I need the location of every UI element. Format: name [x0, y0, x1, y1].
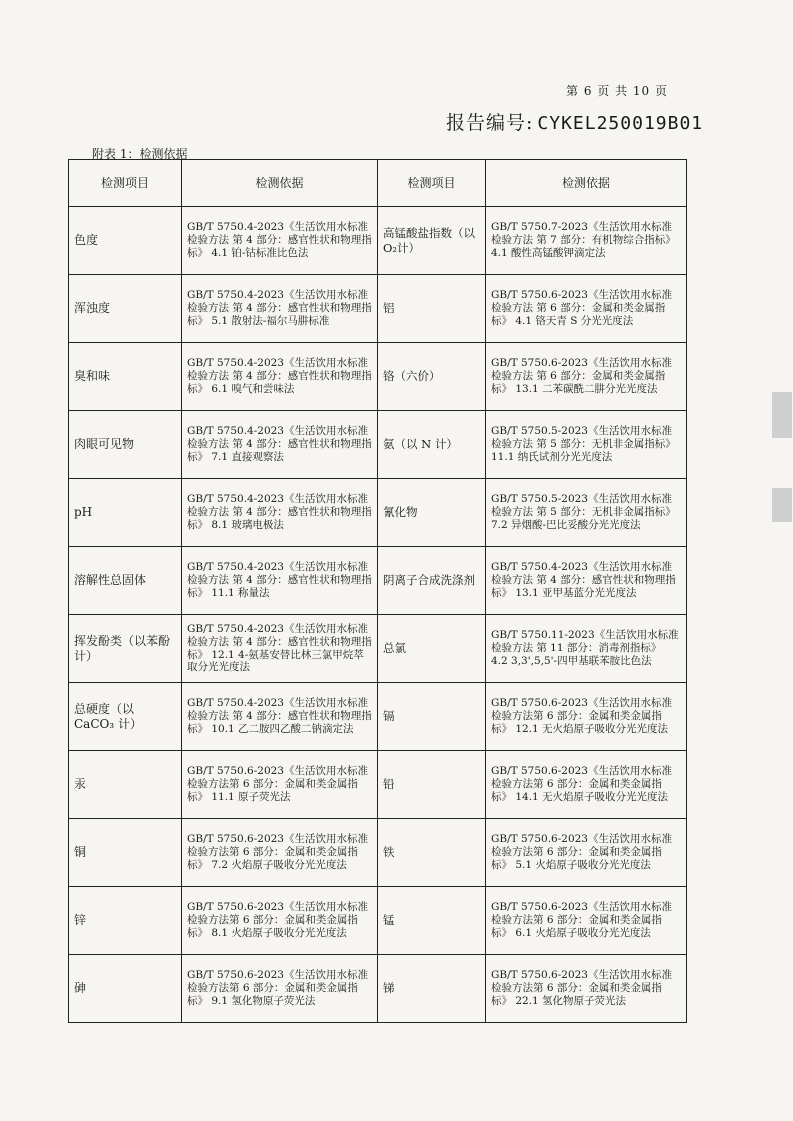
test-item-cell: 氰化物: [378, 479, 486, 547]
page-number: 第 6 页 共 10 页: [566, 84, 668, 98]
scan-edge-mark: [772, 488, 792, 522]
test-item-cell: 浑浊度: [69, 275, 182, 343]
test-basis-cell: GB/T 5750.4-2023《生活饮用水标准检验方法 第 4 部分：感官性状和物理指标》 8.1 玻璃电极法: [182, 479, 378, 547]
test-basis-cell: GB/T 5750.4-2023《生活饮用水标准检验方法 第 4 部分：感官性状和物理指标》 10.1 乙二胺四乙酸二钠滴定法: [182, 683, 378, 751]
test-basis-cell: GB/T 5750.6-2023《生活饮用水标准检验方法第 6 部分：金属和类金属指标》 12.1 无火焰原子吸收分光光度法: [486, 683, 687, 751]
test-basis-cell: GB/T 5750.4-2023《生活饮用水标准检验方法 第 4 部分：感官性状和物理指标》 13.1 亚甲基蓝分光光度法: [486, 547, 687, 615]
test-item-cell: 阴离子合成洗涤剂: [378, 547, 486, 615]
test-basis-cell: GB/T 5750.4-2023《生活饮用水标准检验方法 第 4 部分：感官性状和物理指标》 11.1 称量法: [182, 547, 378, 615]
column-header: 检测项目: [378, 160, 486, 207]
test-item-cell: 铅: [378, 751, 486, 819]
test-item-cell: 铁: [378, 819, 486, 887]
test-basis-cell: GB/T 5750.6-2023《生活饮用水标准检验方法第 6 部分：金属和类金属指标》 5.1 火焰原子吸收分光光度法: [486, 819, 687, 887]
test-item-cell: pH: [69, 479, 182, 547]
column-header: 检测依据: [486, 160, 687, 207]
report-number-label: 报告编号:: [446, 112, 534, 134]
test-basis-cell: GB/T 5750.6-2023《生活饮用水标准检验方法 第 6 部分：金属和类金属指标》 4.1 铬天青 S 分光光度法: [486, 275, 687, 343]
table-row: [69, 955, 687, 1023]
column-header: 检测项目: [69, 160, 182, 207]
test-item-cell: 氨（以 N 计）: [378, 411, 486, 479]
test-item-cell: 铝: [378, 275, 486, 343]
test-item-cell: 臭和味: [69, 343, 182, 411]
test-basis-cell: GB/T 5750.6-2023《生活饮用水标准检验方法 第 6 部分：金属和类金属指标》 13.1 二苯碳酰二肼分光光度法: [486, 343, 687, 411]
table-row: [69, 887, 687, 955]
report-number-value: CYKEL250019B01: [537, 113, 704, 134]
test-basis-cell: GB/T 5750.6-2023《生活饮用水标准检验方法第 6 部分：金属和类金属指标》 22.1 氢化物原子荧光法: [486, 955, 687, 1023]
column-header: 检测依据: [182, 160, 378, 207]
test-item-cell: 汞: [69, 751, 182, 819]
test-basis-cell: GB/T 5750.4-2023《生活饮用水标准检验方法 第 4 部分：感官性状和物理指标》 12.1 4-氨基安替比林三氯甲烷萃取分光光度法: [182, 615, 378, 683]
test-item-cell: 总硬度（以 CaCO₃ 计）: [69, 683, 182, 751]
test-basis-cell: GB/T 5750.6-2023《生活饮用水标准检验方法第 6 部分：金属和类金属指标》 11.1 原子荧光法: [182, 751, 378, 819]
table-caption: 附表 1：检测依据: [92, 147, 188, 161]
test-basis-cell: GB/T 5750.4-2023《生活饮用水标准检验方法 第 4 部分：感官性状和物理指标》 6.1 嗅气和尝味法: [182, 343, 378, 411]
table-header-row: [69, 160, 687, 207]
test-item-cell: 铬（六价）: [378, 343, 486, 411]
test-basis-table: [68, 159, 687, 1023]
table-row: [69, 479, 687, 547]
test-item-cell: 镉: [378, 683, 486, 751]
table-row: [69, 343, 687, 411]
test-basis-cell: GB/T 5750.6-2023《生活饮用水标准检验方法第 6 部分：金属和类金属指标》 9.1 氢化物原子荧光法: [182, 955, 378, 1023]
test-item-cell: 色度: [69, 207, 182, 275]
test-basis-cell: GB/T 5750.6-2023《生活饮用水标准检验方法第 6 部分：金属和类金属指标》 8.1 火焰原子吸收分光光度法: [182, 887, 378, 955]
scan-edge-mark: [772, 392, 792, 438]
test-item-cell: 肉眼可见物: [69, 411, 182, 479]
report-number: [446, 108, 703, 135]
test-basis-cell: GB/T 5750.4-2023《生活饮用水标准检验方法 第 4 部分：感官性状和物理指标》 4.1 铂-钴标准比色法: [182, 207, 378, 275]
test-item-cell: 锌: [69, 887, 182, 955]
table-row: [69, 819, 687, 887]
test-item-cell: 溶解性总固体: [69, 547, 182, 615]
table-row: [69, 207, 687, 275]
test-basis-cell: GB/T 5750.7-2023《生活饮用水标准检验方法 第 7 部分：有机物综合指标》 4.1 酸性高锰酸钾滴定法: [486, 207, 687, 275]
test-basis-cell: GB/T 5750.6-2023《生活饮用水标准检验方法第 6 部分：金属和类金属指标》 6.1 火焰原子吸收分光光度法: [486, 887, 687, 955]
table-row: [69, 547, 687, 615]
test-basis-cell: GB/T 5750.5-2023《生活饮用水标准检验方法 第 5 部分：无机非金属指标》 7.2 异烟酸-巴比妥酸分光光度法: [486, 479, 687, 547]
test-item-cell: 总氯: [378, 615, 486, 683]
table-body: [69, 207, 687, 1023]
table-row: [69, 615, 687, 683]
test-item-cell: 挥发酚类（以苯酚计）: [69, 615, 182, 683]
test-item-cell: 锰: [378, 887, 486, 955]
test-basis-cell: GB/T 5750.6-2023《生活饮用水标准检验方法第 6 部分：金属和类金属指标》 14.1 无火焰原子吸收分光光度法: [486, 751, 687, 819]
test-item-cell: 铜: [69, 819, 182, 887]
test-item-cell: 砷: [69, 955, 182, 1023]
test-basis-cell: GB/T 5750.4-2023《生活饮用水标准检验方法 第 4 部分：感官性状和物理指标》 5.1 散射法-福尔马肼标准: [182, 275, 378, 343]
test-basis-cell: GB/T 5750.6-2023《生活饮用水标准检验方法第 6 部分：金属和类金属指标》 7.2 火焰原子吸收分光光度法: [182, 819, 378, 887]
table-row: [69, 683, 687, 751]
test-basis-cell: GB/T 5750.11-2023《生活饮用水标准检验方法 第 11 部分：消毒剂指标》 4.2 3,3',5,5'-四甲基联苯胺比色法: [486, 615, 687, 683]
test-item-cell: 锑: [378, 955, 486, 1023]
table-row: [69, 411, 687, 479]
test-item-cell: 高锰酸盐指数（以O₂计）: [378, 207, 486, 275]
table-row: [69, 275, 687, 343]
test-basis-cell: GB/T 5750.4-2023《生活饮用水标准检验方法 第 4 部分：感官性状和物理指标》 7.1 直接观察法: [182, 411, 378, 479]
table-row: [69, 751, 687, 819]
test-basis-cell: GB/T 5750.5-2023《生活饮用水标准检验方法 第 5 部分：无机非金属指标》 11.1 纳氏试剂分光光度法: [486, 411, 687, 479]
